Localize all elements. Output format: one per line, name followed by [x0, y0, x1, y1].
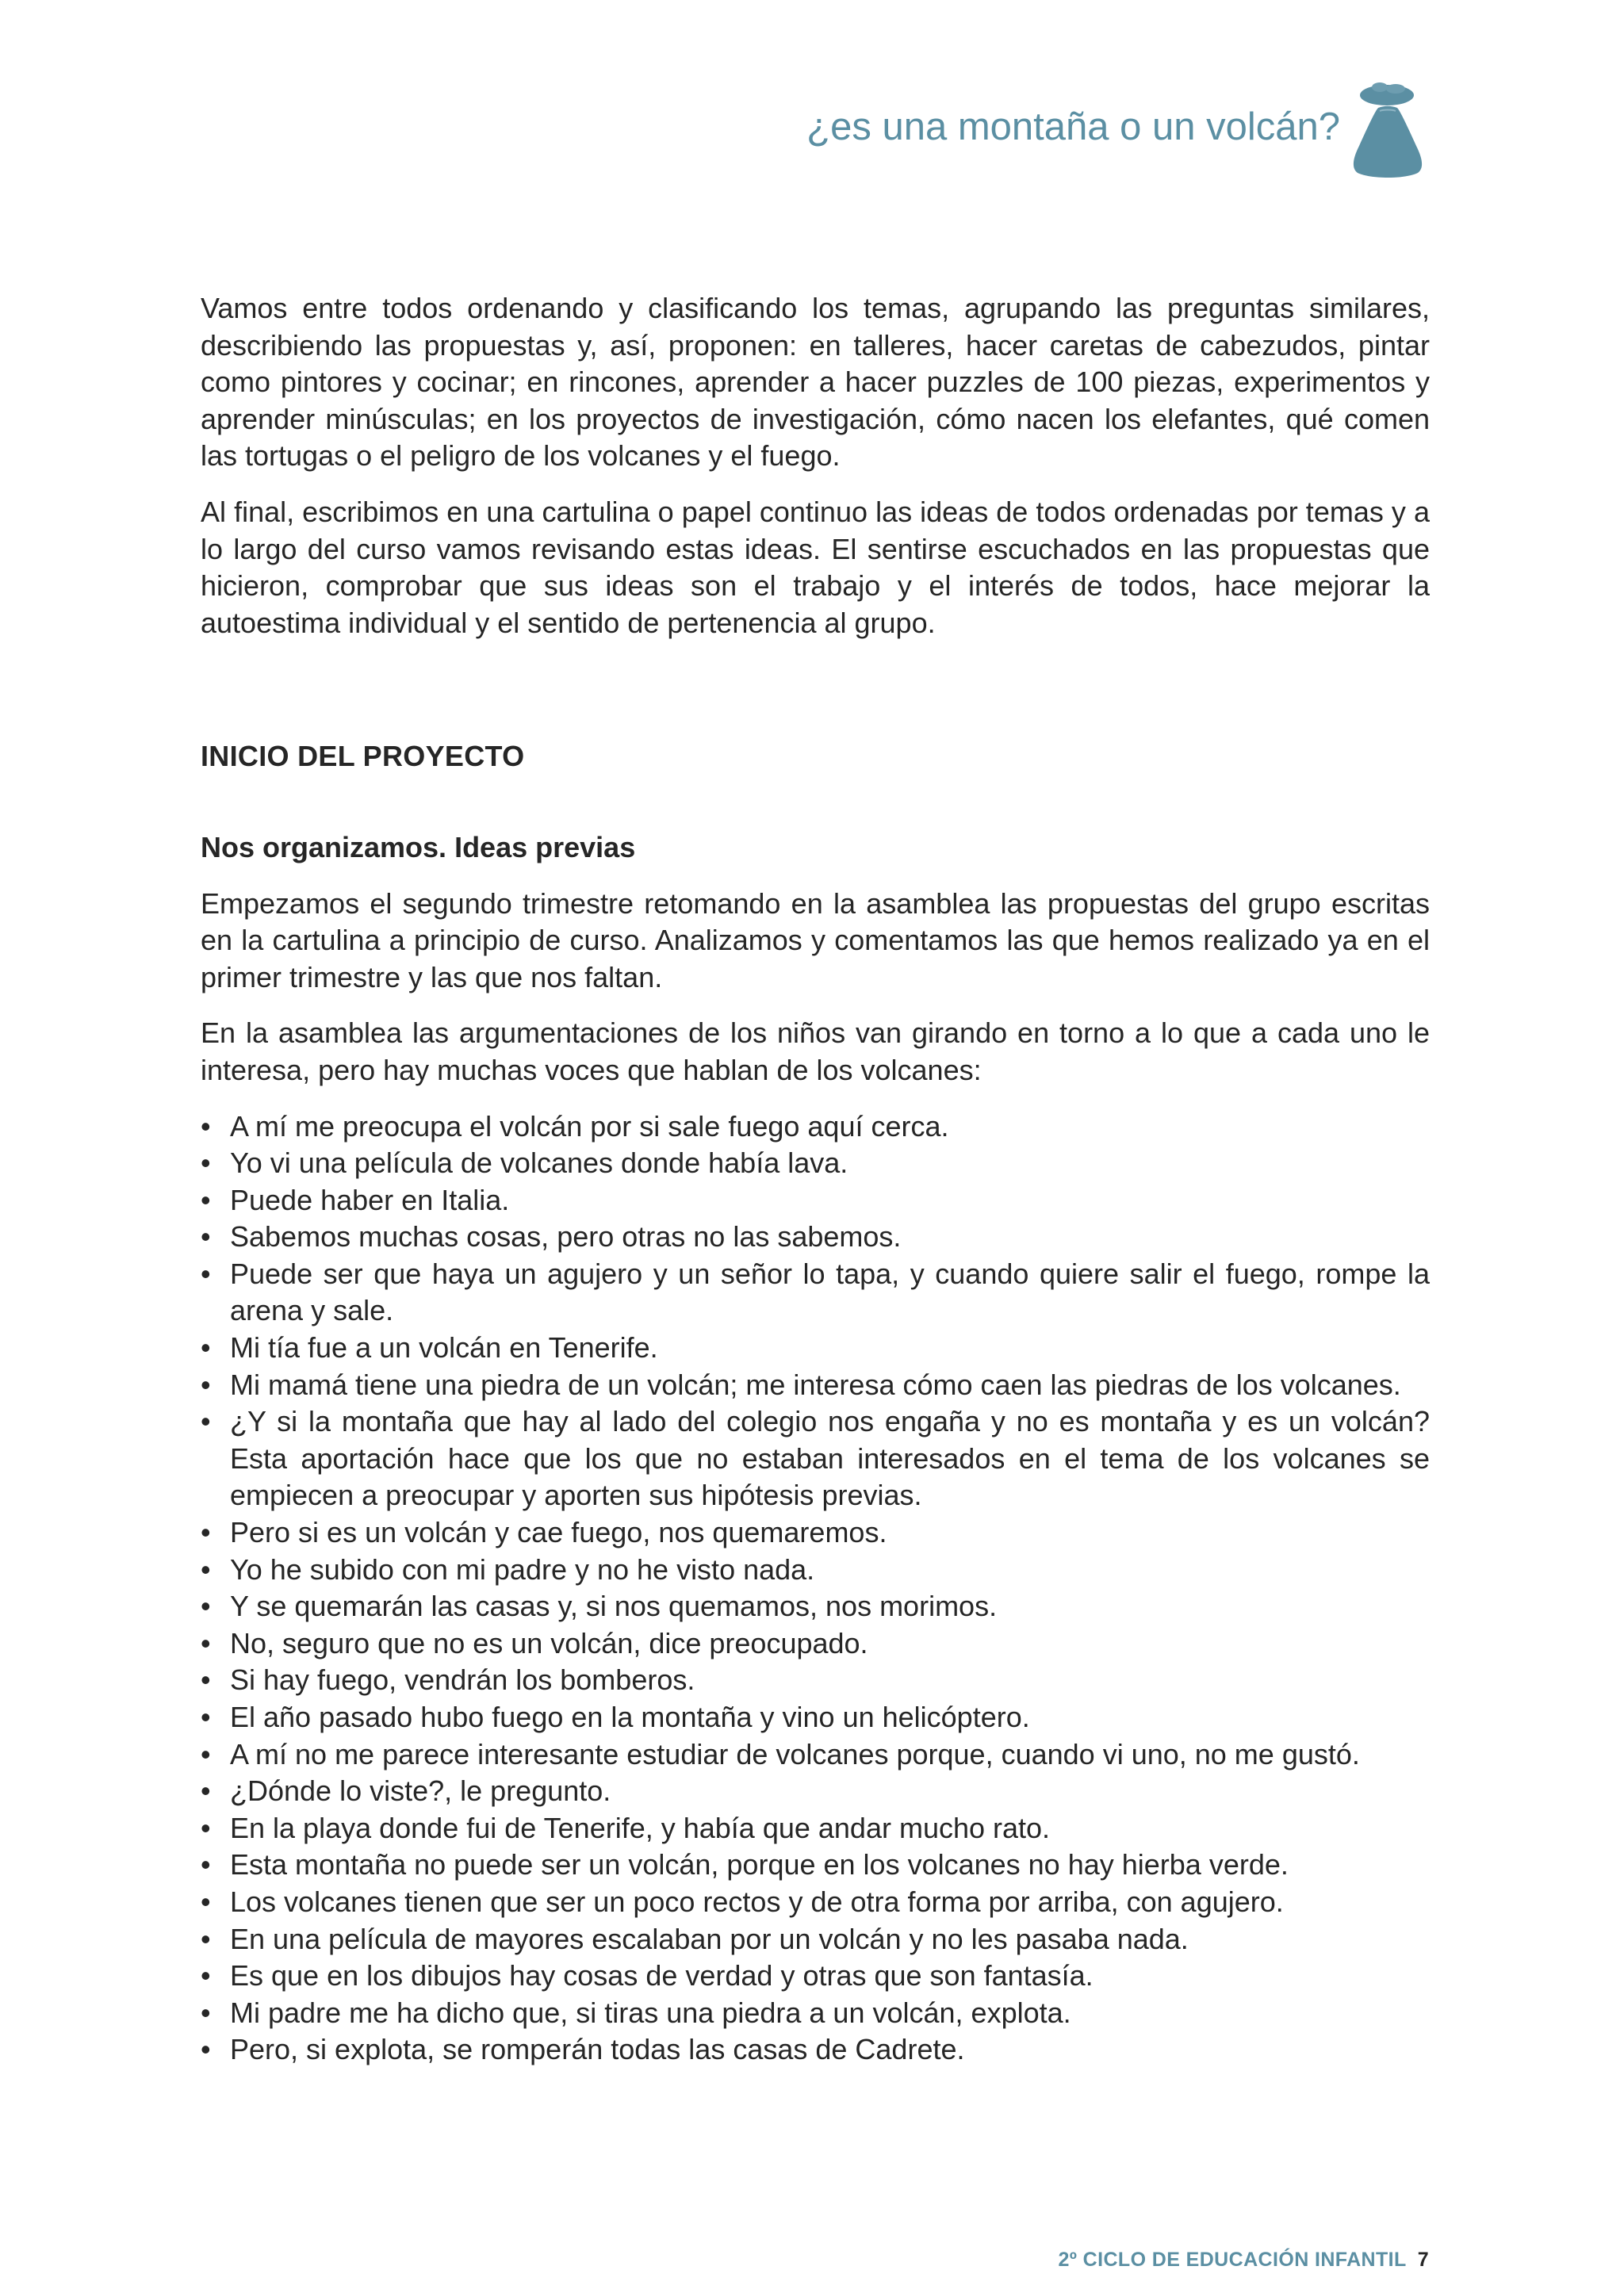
list-item: • El año pasado hubo fuego en la montaña y vino un helicóptero. [201, 1699, 1430, 1736]
section-heading: INICIO DEL PROYECTO [201, 740, 525, 773]
list-item: • Y se quemarán las casas y, si nos quemamos, nos morimos. [201, 1588, 1430, 1625]
page-footer [1058, 2249, 1429, 2272]
list-item: • Los volcanes tienen que ser un poco rectos y de otra forma por arriba, con agujero. [201, 1884, 1430, 1921]
list-item: • Esta montaña no puede ser un volcán, porque en los volcanes no hay hierba verde. [201, 1847, 1430, 1884]
main-content [201, 290, 1430, 2069]
list-item: • Mi mamá tiene una piedra de un volcán; me interesa cómo caen las piedras de los volcanes. [201, 1367, 1430, 1404]
list-item: • Mi tía fue a un volcán en Tenerife. [201, 1330, 1430, 1367]
list-item: • Es que en los dibujos hay cosas de verdad y otras que son fantasía. [201, 1958, 1430, 1995]
subheading: Nos organizamos. Ideas previas [201, 830, 636, 863]
bullet-list [201, 1108, 1430, 2069]
list-item: • ¿Y si la montaña que hay al lado del colegio nos engaña y no es montaña y es un volcán? Esta aportación hace que los que no estaban interesados en el tema de los volcanes se empiecen a preocupar y aporten sus hipótesis previas. [201, 1403, 1430, 1514]
volcano-icon [1348, 79, 1427, 182]
list-item: • Yo vi una película de volcanes donde había lava. [201, 1145, 1430, 1182]
list-item: • ¿Dónde lo viste?, le pregunto. [201, 1773, 1430, 1810]
list-item: • Si hay fuego, vendrán los bomberos. [201, 1662, 1430, 1699]
intro-paragraph: Vamos entre todos ordenando y clasificando los temas, agrupando las preguntas similares, describiendo las propuestas y, así, proponen: en talleres, hacer caretas de cabezudos, pintar como pintores y cocinar; en rincones, aprender a hacer puzzles de 100 piezas, experimentos y aprender minúsculas; en los proyectos de investigación, cómo nacen los elefantes, qué comen las tortugas o el peligro de los volcanes y el fuego. [201, 292, 1430, 473]
list-item: • No, seguro que no es un volcán, dice preocupado. [201, 1625, 1430, 1663]
list-item: • Pero, si explota, se romperán todas las casas de Cadrete. [201, 2031, 1430, 2069]
list-item: • Puede haber en Italia. [201, 1182, 1430, 1219]
list-item: • Pero si es un volcán y cae fuego, nos quemaremos. [201, 1514, 1430, 1552]
page-number: 7 [1417, 2249, 1429, 2271]
list-item: • Sabemos muchas cosas, pero otras no las sabemos. [201, 1219, 1430, 1256]
list-item: • A mí me preocupa el volcán por si sale fuego aquí cerca. [201, 1108, 1430, 1146]
section-paragraph: Empezamos el segundo trimestre retomando en la asamblea las propuestas del grupo escritas en la cartulina a principio de curso. Analizamos y comentamos las que hemos realizado ya en el primer trimestre y las que nos faltan. [201, 886, 1430, 993]
intro-paragraph: Al final, escribimos en una cartulina o papel continuo las ideas de todos ordenadas por temas y a lo largo del curso vamos revisando estas ideas. El sentirse escuchados en las propuestas que hicieron, comprobar que sus ideas son el trabajo y el interés de todos, hace mejorar la autoestima individual y el sentido de pertenencia al grupo. [201, 495, 1430, 639]
section-paragraph: En la asamblea las argumentaciones de los niños van girando en torno a lo que a cada uno le interesa, pero hay muchas voces que hablan de los volcanes: [201, 1016, 1430, 1086]
page-title: ¿es una montaña o un volcán? [806, 105, 1340, 148]
list-item: • En una película de mayores escalaban por un volcán y no les pasaba nada. [201, 1921, 1430, 1958]
list-item: • En la playa donde fui de Tenerife, y había que andar mucho rato. [201, 1810, 1430, 1847]
list-item: • Yo he subido con mi padre y no he visto nada. [201, 1552, 1430, 1589]
list-item: • A mí no me parece interesante estudiar de volcanes porque, cuando vi uno, no me gustó. [201, 1736, 1430, 1774]
list-item: • Mi padre me ha dicho que, si tiras una piedra a un volcán, explota. [201, 1995, 1430, 2032]
list-item: • Puede ser que haya un agujero y un señor lo tapa, y cuando quiere salir el fuego, rompe la arena y sale. [201, 1256, 1430, 1330]
footer-label: 2º CICLO DE EDUCACIÓN INFANTIL [1058, 2249, 1407, 2271]
